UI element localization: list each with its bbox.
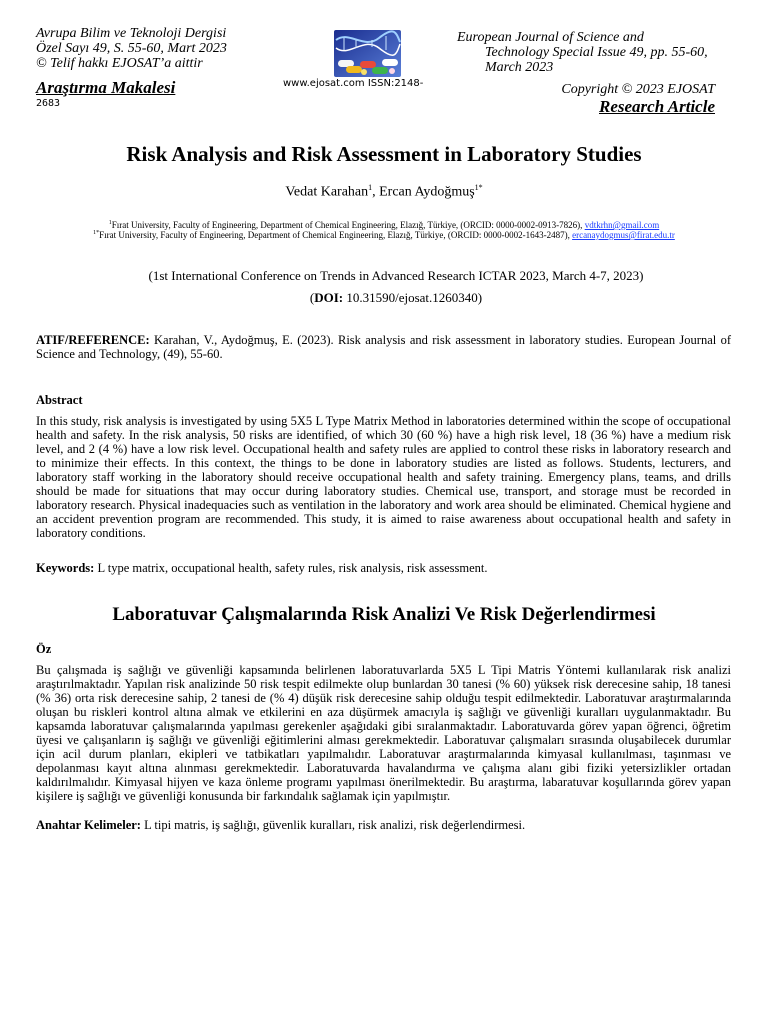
journal-logo [334, 30, 401, 77]
journal-website-issn: www.ejosat.com ISSN:2148- [283, 78, 424, 89]
journal-header-en [457, 30, 727, 117]
author-name: Ercan Aydoğmuş [379, 184, 475, 200]
issue-info-en: Technology Special Issue 49, pp. 55-60, [485, 45, 708, 60]
issue-info-tr: Özel Sayı 49, S. 55-60, Mart 2023 [36, 41, 227, 56]
issue-date-en: March 2023 [485, 60, 554, 75]
journal-name-en: European Journal of Science and [457, 30, 644, 45]
author-email-link[interactable]: ercanaydogmus@firat.edu.tr [572, 230, 675, 240]
conference-info: (1st International Conference on Trends in Advanced Research ICTAR 2023, March 4-7, 2023) [148, 268, 644, 283]
copyright-tr: © Telif hakkı EJOSAT’a aittir [36, 56, 203, 71]
journal-number: 2683 [36, 98, 61, 109]
doi-label: DOI: [314, 290, 344, 305]
affiliation-mark: 1* [93, 230, 100, 236]
author-separator: , [372, 184, 380, 200]
article-type-tr: Araştırma Makalesi [36, 78, 176, 97]
abstract-heading: Abstract [36, 393, 83, 407]
keywords-label: Keywords: [36, 561, 95, 575]
turkish-keywords-label: Anahtar Kelimeler: [36, 818, 141, 832]
doi-line [0, 290, 768, 306]
author-email-link[interactable]: vdtkrhn@gmail.com [584, 220, 660, 230]
author-affiliation-mark: 1 [368, 183, 373, 192]
affiliation-text: Fırat University, Faculty of Engineering, Department of Chemical Engineering, Elazığ, Türkiye, (ORCID: 0000-0002-1643-2487), [99, 230, 573, 240]
oz-text: Bu çalışmada iş sağlığı ve güvenliği kapsamında belirlenen laboratuvarlarda 5X5 L Tipi Matris Yöntemi kullanılarak risk analizi araştırılmaktadır. Yapılan risk analizinde 50 risk tespit edilmekte olup bunlardan 30 tanesi (% 60) yüksek risk derecesine sahip, 18 tanesi (% 36) orta risk derecesine sahip, 2 tanesi de (% 4) düşük risk derecesine sahip olduğu tespit edilmektedir. Laboratuvar araştırmalarında oluşan bu riskleri kontrol altına almak ve etkilerini en aza düşürmek amacıyla iş sağlığı ve güvenliği kuralları uygulanmaktadır. Bu kapsamda laboratuvar çalışmalarında yapılması gerekenler aşağıdaki gibi sıralanmaktadır. Laboratuvarda görev yapan öğrenci, öğretim üyesi ve çalışanların iş sağlığı ve güvenliği eğitimlerini alması gerekmektedir. Laboratuvar çalışmaları sırasında oluşabilecek durumlar için acil durum planları, ekipleri ve tatbikatları yapılmalıdır. Laboratuvar araştırmalarında kimyasal kullanılması, taşınması ve depolanması kayıt altına alınması gerekmektedir. Laboratuvarda havalandırma ve çalışma alanı gibi fiziki yetersizlikler ortadan kaldırılmalıdır. Kimyasal hijyen ve kaza önleme programı yapılması önerilmektedir. Bu araştırma, labaratuvar koşullarında görev yapan kişilere iş sağlığı ve güvenliği konusunda bir farkındalık sağlamak için yapılmıştır. [36, 663, 731, 803]
dna-pills-logo-icon [334, 30, 401, 77]
copyright-en: Copyright © 2023 EJOSAT [561, 82, 715, 97]
turkish-title: Laboratuvar Çalışmalarında Risk Analizi Ve Risk Değerlendirmesi [112, 604, 656, 625]
turkish-keywords-text: L tipi matris, iş sağlığı, güvenlik kuralları, risk analizi, risk değerlendirmesi. [140, 818, 526, 832]
author-name: Vedat Karahan [285, 184, 369, 200]
reference-label: ATIF/REFERENCE: [36, 333, 150, 347]
turkish-keywords [36, 818, 731, 832]
reference-text: Karahan, V., Aydoğmuş, E. (2023). Risk analysis and risk assessment in laboratory studies. European Journal of Science and Technology, (49), 55-60. [36, 333, 731, 361]
doi-value: 10.31590/ejosat.1260340) [343, 290, 483, 305]
paper-title: Risk Analysis and Risk Assessment in Laboratory Studies [126, 142, 642, 166]
article-type-en: Research Article [599, 97, 715, 116]
affiliation-mark: 1 [108, 220, 112, 226]
journal-header-tr [36, 26, 286, 109]
abstract-text: In this study, risk analysis is investigated by using 5X5 L Type Matrix Method in laboratories determined within the scope of occupational health and safety. In the risk analysis, 50 risks are identified, of which 30 (60 %) have a high risk level, 18 (36 %) have a medium risk level, and 2 (4 %) have a low risk level. Occupational health and safety rules are applied to control these risks in laboratory research and to minimize their effects. In this context, the things to be done in laboratory studies are listed as follows. Students, lecturers, and laboratory staff working in the laboratory should receive occupational health and safety training. Emergency plans, teams, and drills should be made for situations that may occur during laboratory studies. Chemical use, transport, and storage must be recorded in laboratory research. Physical inadequacies such as ventilation in the laboratory and work area should be eliminated. Chemical hygiene and an accident prevention program are recommended. This study, it is aimed to raise awareness about occupational health and safety in laboratory conditions. [36, 414, 731, 540]
doi-open-paren: ( [309, 290, 315, 305]
journal-name-tr: Avrupa Bilim ve Teknoloji Dergisi [36, 26, 227, 41]
keywords-text: L type matrix, occupational health, safety rules, risk analysis, risk assessment. [94, 561, 488, 575]
oz-heading: Öz [36, 642, 52, 656]
affiliation-text: Fırat University, Faculty of Engineering, Department of Chemical Engineering, Elazığ, Türkiye, (ORCID: 0000-0002-0913-7826), [111, 220, 585, 230]
author-list [0, 183, 768, 201]
author-affiliation-mark: 1* [474, 183, 483, 192]
affiliation-2 [0, 228, 768, 240]
citation-reference [36, 333, 731, 361]
keywords [36, 561, 731, 575]
